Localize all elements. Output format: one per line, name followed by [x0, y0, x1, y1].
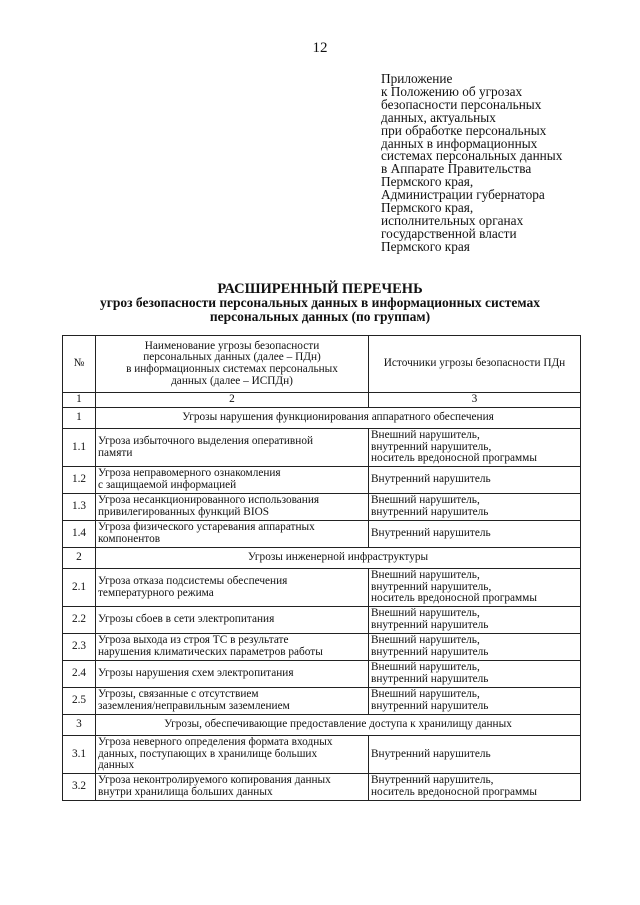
threat-source-line: внутренний нарушитель [371, 619, 489, 631]
threat-name [96, 774, 369, 801]
threat-source-line: Внешний нарушитель, [371, 429, 480, 442]
table-row [63, 429, 581, 467]
group-number: 2 [63, 548, 96, 569]
threat-name-line: нарушения климатических параметров работы [98, 646, 323, 658]
threat-source [369, 774, 581, 801]
appendix-line: исполнительных органах [381, 212, 524, 228]
table-row [63, 521, 581, 548]
threat-name [96, 736, 369, 774]
threat-source [369, 494, 581, 521]
appendix-line: Приложение [381, 71, 453, 86]
appendix-line: государственной власти [381, 225, 517, 241]
table-row [63, 736, 581, 774]
row-number: 3.2 [63, 774, 96, 801]
threat-name-line: Угроза неконтролируемого копирования данных [98, 774, 331, 787]
group-title: Угрозы нарушения функционирования аппаратного обеспечения [96, 408, 581, 429]
group-row [63, 408, 581, 429]
table-row [63, 634, 581, 661]
table-row [63, 607, 581, 634]
threat-name-line: Угроза физического устаревания аппаратных [98, 521, 315, 534]
appendix-line: безопасности персональных [381, 96, 542, 112]
threat-name-line: данных [98, 759, 135, 772]
threat-source [369, 521, 581, 548]
row-number: 1.4 [63, 521, 96, 548]
column-number: 1 [63, 393, 96, 408]
table-row [63, 774, 581, 801]
threat-name-line: температурного режима [98, 586, 214, 599]
column-number: 3 [369, 393, 581, 408]
threat-name-line: внутри хранилища больших данных [98, 786, 273, 798]
table-row [63, 688, 581, 715]
document-title: РАСШИРЕННЫЙ ПЕРЕЧЕНЬ [217, 281, 423, 297]
threat-source-line: носитель вредоносной программы [371, 592, 537, 605]
header-number: № [63, 336, 96, 393]
threat-name-line: Угрозы нарушения схем электропитания [98, 667, 294, 680]
column-number-row [63, 393, 581, 408]
page-number: 12 [312, 40, 328, 56]
threat-source-line: Внешний нарушитель, [371, 661, 480, 674]
threat-source-line: внутренний нарушитель [371, 673, 489, 685]
threat-source [369, 736, 581, 774]
table-row [63, 467, 581, 494]
threat-source [369, 467, 581, 494]
threat-name-line: Угроза избыточного выделения оперативной [98, 434, 314, 447]
threat-source-line: Внешний нарушитель, [371, 688, 480, 701]
threat-source [369, 688, 581, 715]
table-row [63, 569, 581, 607]
threat-name [96, 429, 369, 467]
column-number: 2 [96, 393, 369, 408]
threat-source-line: носитель вредоносной программы [371, 452, 537, 465]
threat-name [96, 661, 369, 688]
threat-name [96, 634, 369, 661]
group-title: Угрозы, обеспечивающие предоставление доступа к хранилищу данных [96, 715, 581, 736]
threat-source-line: Внешний нарушитель, [371, 569, 480, 582]
group-row [63, 715, 581, 736]
threat-source [369, 429, 581, 467]
threat-source [369, 607, 581, 634]
threat-source-line: Внешний нарушитель, [371, 634, 480, 647]
header-name-line: Наименование угрозы безопасности [144, 339, 320, 352]
appendix-line: Пермского края [381, 238, 470, 254]
table-header-row [63, 336, 581, 393]
threat-source-line: Внутренний нарушитель, [371, 774, 494, 787]
threat-source-line: внутренний нарушитель, [371, 440, 492, 453]
appendix-line: при обработке персональных [381, 122, 547, 138]
threat-name-line: Угрозы сбоев в сети электропитания [98, 613, 275, 626]
appendix-line: к Положению об угрозах [381, 83, 523, 99]
appendix-line: в Аппарате Правительства [381, 161, 532, 177]
threat-name-line: памяти [98, 446, 133, 459]
threat-name [96, 688, 369, 715]
document-subtitle [70, 296, 570, 324]
group-number: 3 [63, 715, 96, 736]
appendix-line: данных в информационных [381, 135, 538, 151]
row-number: 1.2 [63, 467, 96, 494]
threat-name-line: с защищаемой информацией [98, 479, 237, 491]
subtitle-line: угроз безопасности персональных данных в информационных системах [99, 295, 541, 310]
threat-name-line: компонентов [98, 533, 161, 545]
row-number: 2.3 [63, 634, 96, 661]
threat-name [96, 521, 369, 548]
threat-name-line: заземления/неправильным заземлением [98, 700, 290, 712]
threat-source-line: внутренний нарушитель, [371, 580, 492, 593]
table-row [63, 494, 581, 521]
threat-name-line: Угроза неправомерного ознакомления [98, 467, 281, 480]
threat-name [96, 467, 369, 494]
threat-name-line: привилегированных функций BIOS [98, 506, 270, 518]
threat-name-line: Угроза неверного определения формата входных [98, 736, 333, 749]
group-number: 1 [63, 408, 96, 429]
threat-name-line: данных, поступающих в хранилище больших [98, 747, 318, 760]
threat-source-line: Внешний нарушитель, [371, 494, 480, 507]
table-row [63, 661, 581, 688]
threat-source-line: Внешний нарушитель, [371, 607, 480, 620]
appendix-line: системах персональных данных [381, 148, 563, 164]
threat-name [96, 494, 369, 521]
appendix-line: Пермского края, [381, 200, 474, 216]
threat-source-line: внутренний нарушитель [371, 506, 489, 518]
threat-name-line: Угроза выхода из строя ТС в результате [98, 634, 289, 647]
threat-source [369, 569, 581, 607]
threat-name-line: Угроза отказа подсистемы обеспечения [98, 574, 288, 587]
header-threat-name [96, 336, 369, 393]
header-source: Источники угрозы безопасности ПДн [369, 336, 581, 393]
row-number: 1.3 [63, 494, 96, 521]
threat-source-line: Внутренний нарушитель [371, 527, 491, 540]
appendix-block [381, 73, 631, 254]
threat-name-line: Угрозы, связанные с отсутствием [98, 688, 259, 701]
threat-source-line: внутренний нарушитель [371, 700, 489, 712]
row-number: 2.1 [63, 569, 96, 607]
group-row [63, 548, 581, 569]
header-name-line: в информационных системах персональных [126, 363, 338, 375]
threat-name [96, 569, 369, 607]
threat-source-line: Внутренний нарушитель [371, 473, 491, 486]
threat-source-line: внутренний нарушитель [371, 646, 489, 658]
threat-source [369, 661, 581, 688]
appendix-line: Администрации губернатора [381, 187, 545, 203]
header-name-line: данных (далее – ИСПДн) [171, 374, 293, 387]
threat-source-line: носитель вредоносной программы [371, 786, 537, 798]
header-name-line: персональных данных (далее – ПДн) [143, 351, 321, 364]
row-number: 2.5 [63, 688, 96, 715]
group-title: Угрозы инженерной инфраструктуры [96, 548, 581, 569]
row-number: 2.2 [63, 607, 96, 634]
threats-table [62, 335, 581, 801]
subtitle-line: персональных данных (по группам) [209, 309, 431, 324]
threat-name-line: Угроза несанкционированного использования [98, 494, 320, 507]
row-number: 3.1 [63, 736, 96, 774]
threat-name [96, 607, 369, 634]
appendix-line: данных, актуальных [381, 109, 496, 125]
row-number: 2.4 [63, 661, 96, 688]
threat-source [369, 634, 581, 661]
appendix-line: Пермского края, [381, 174, 474, 190]
row-number: 1.1 [63, 429, 96, 467]
threat-source-line: Внутренний нарушитель [371, 747, 491, 760]
